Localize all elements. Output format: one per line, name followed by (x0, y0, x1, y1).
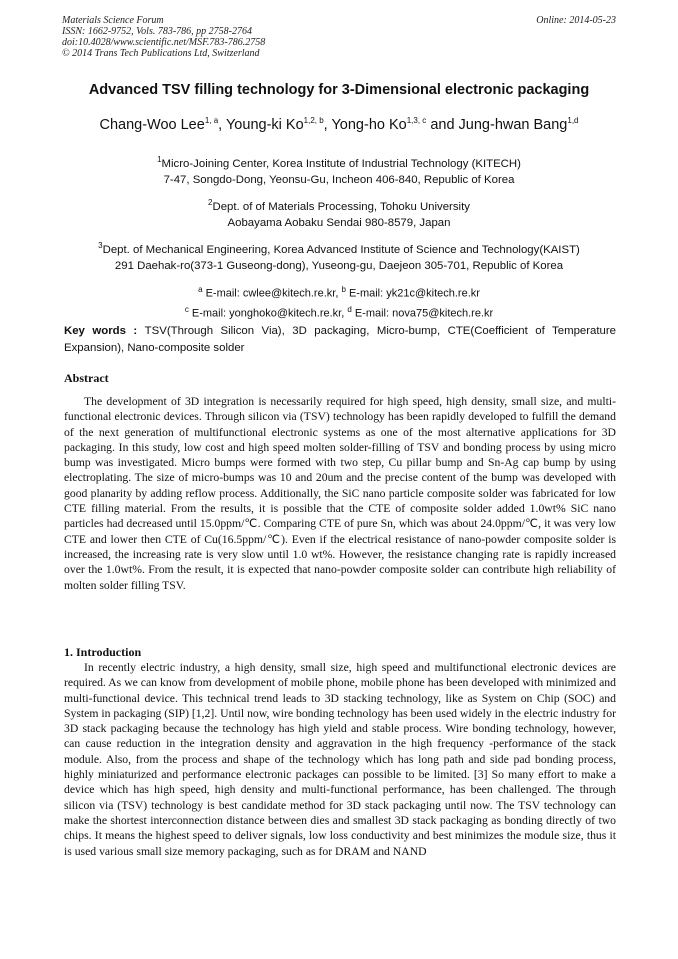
affiliation-1 (30, 152, 648, 188)
introduction-heading: 1. Introduction (64, 645, 142, 659)
email-mark: c (184, 304, 189, 314)
issn-line: ISSN: 1662-9752, Vols. 783-786, pp 2758-2764 (62, 26, 252, 37)
author-affiliation-mark: 1,d (567, 116, 579, 125)
keywords-text: TSV(Through Silicon Via), 3D packaging, Micro-bump, CTE(Coefficient of Temperature Expansion), Nano-composite solder (64, 325, 616, 354)
email-entry[interactable]: E-mail: yk21c@kitech.re.kr (345, 287, 480, 300)
email-mark: b (341, 285, 346, 294)
online-date: Online: 2014-05-23 (536, 15, 616, 26)
email-entry[interactable]: E-mail: yonghoko@kitech.re.kr, (188, 307, 348, 320)
author-affiliation-mark: 1,3, c (406, 116, 427, 125)
author-separator: and (426, 116, 459, 133)
author-name: Yong-ho Ko (331, 116, 407, 133)
affiliation-line: 7-47, Songdo-Dong, Yeonsu-Gu, Incheon 406-840, Republic of Korea (163, 173, 515, 186)
author-list (40, 116, 638, 133)
email-mark: d (347, 304, 352, 314)
abstract-text: The development of 3D integration is necessarily required for high speed, high density, small size, and multi-functional electronic devices. Through silicon via (TSV) technology has been rapidly developed to fulfill the demand of the next generation of multifunctional electronic systems as one of the most alternative applications for 3D packaging. In this study, low cost and high speed molten solder-filling of TSV and bonding process by using micro bump was investigated. Micro bumps were formed with two step, Cu pillar bump and Sn-Ag cap bump by using electroplating. The size of micro-bumps was 10 and 20um and the precise content of the bump was developed with good planarity by adding reflow process. Additionally, the SiC nano particle composite solder was fabricated for low CTE filling material. From the results, it is possible that the CTE of composite solder added 1.0wt% SiC nano particles had decreased until 15.0ppm/℃. Comparing CTE of pure Sn, which was about 24.0ppm/℃, it was very low CTE and lower then CTE of Cu(16.5ppm/℃). Even if the electrical resistance of nano-powder composite solder is increased, the increasing rate is very slow until 1.0 wt%. However, the resistance changing rate is rapidly increased over the 1.0wt%. From the result, it is expected that nano-powder composite solder can contribute high reliability of molten solder filling TSV. (64, 395, 616, 592)
author-emails (30, 282, 648, 321)
author-name: Jung-hwan Bang (458, 116, 568, 133)
email-mark: a (198, 285, 203, 294)
affiliation-mark: 2 (208, 198, 213, 207)
affiliation-line: Micro-Joining Center, Korea Institute of Industrial Technology (KITECH) (161, 157, 521, 170)
affiliation-2 (30, 195, 648, 231)
affiliation-line: Dept. of of Materials Processing, Tohoku University (212, 200, 470, 213)
keywords (64, 323, 616, 357)
affiliation-line: Aobayama Aobaku Sendai 980-8579, Japan (227, 216, 451, 229)
abstract-heading: Abstract (64, 371, 109, 385)
introduction-text: In recently electric industry, a high density, small size, high speed and multifunctional electronic devices are required. As we can know from development of mobile phone, mobile phone has been developed with minimized and multi-functional device. This technical trend leads to 3D stacking technology, like as System on Chip (SOC) and System in packaging (SIP) [1,2]. Until now, wire bonding technology has been used widely in the electric industry for 3D stack packaging because the technology has high yield and stable process. Wire bonding technology, however, can cause reduction in the integration density and aggravation in the high frequency -performance of the stack module. Also, from the process and shape of the technology which has long path and side pad bonding process, highly miniaturized and performance electronic packages can possible to be limited. [3] So many effort to make a device which has high speed, high density and multi-functional performance, has been challenged. The through silicon via (TSV) technology is best candidate method for 3D stack packaging until now. The TSV technology can make the shortest interconnection distance between dies and smallest 3D stack packaging as bonding directly of two chips. It means the highest speed to deliver signals, low loss conductivity and best minimizes the module size, thus it is used various small size memory packaging, such as for DRAM and NAND (64, 661, 617, 858)
doi-line[interactable]: doi:10.4028/www.scientific.net/MSF.783-786.2758 (62, 37, 266, 48)
keywords-label: Key words : (64, 325, 145, 337)
author-separator: , (323, 116, 332, 133)
affiliation-mark: 1 (157, 155, 162, 164)
affiliation-3 (30, 238, 648, 274)
email-entry[interactable]: E-mail: nova75@kitech.re.kr (351, 307, 494, 320)
journal-header (62, 15, 616, 59)
author-name: Chang-Woo Lee (99, 116, 205, 133)
affiliation-line: Dept. of Mechanical Engineering, Korea Advanced Institute of Science and Technology(KAIST) (102, 243, 580, 256)
affiliation-line: 291 Daehak-ro(373-1 Guseong-dong), Yuseong-gu, Daejeon 305-701, Republic of Korea (114, 259, 564, 272)
copyright-line: © 2014 Trans Tech Publications Ltd, Switzerland (62, 48, 260, 59)
author-name: Young-ki Ko (225, 116, 304, 133)
email-entry[interactable]: E-mail: cwlee@kitech.re.kr, (202, 287, 342, 300)
author-affiliation-mark: 1, a (204, 116, 219, 125)
paper-title: Advanced TSV filling technology for 3-Dimensional electronic packaging (88, 82, 590, 98)
author-separator: , (218, 116, 226, 133)
journal-name: Materials Science Forum (62, 15, 164, 26)
author-affiliation-mark: 1,2, b (303, 116, 324, 125)
affiliation-mark: 3 (98, 241, 103, 250)
